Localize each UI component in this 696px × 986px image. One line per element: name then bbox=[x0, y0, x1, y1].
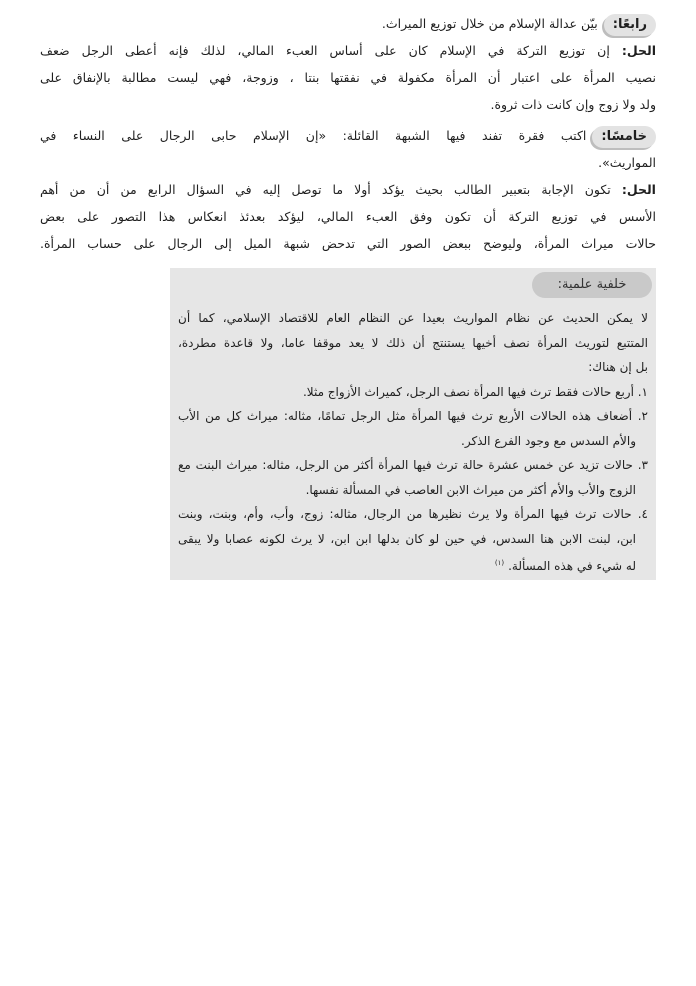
q4-answer-label: الحل: bbox=[621, 43, 656, 58]
q5-question-1: اكتب فقرة تفند فيها الشبهة القائلة: «إن الإسلام حابى الرجال على النساء في bbox=[40, 128, 587, 143]
box-item-3-line-1: ٣. حالات تزيد عن خمس عشرة حالة ترث فيها المرأة أكثر من الرجل، مثاله: ميراث البنت مع bbox=[178, 458, 648, 472]
q5-answer-line-2: الأسس في توزيع التركة أن تكون وفق العبء المالي، ليؤكد بعدئذ انعكاس هذا التصور على بعض bbox=[40, 209, 656, 224]
q4-question: بيّن عدالة الإسلام من خلال توزيع الميراث. bbox=[381, 16, 598, 31]
q5-question-line-1 bbox=[40, 122, 656, 149]
scientific-background-box bbox=[170, 268, 656, 580]
q4-answer-line-1: الحل: إن توزيع التركة في الإسلام كان على أساس العبء المالي، لذلك فإنه أعطى الرجل ضعف bbox=[40, 43, 656, 58]
box-intro-line-3: بل إن هناك: bbox=[588, 360, 648, 374]
box-title: خلفية علمية: bbox=[532, 272, 652, 298]
box-body bbox=[178, 306, 648, 579]
footnote-marker: (١) bbox=[494, 559, 505, 567]
q4-answer-line-2: نصيب المرأة على اعتبار أن المرأة مكفولة في نفقتها بنتا ، وزوجة، فهي ليست مطالبة بالإنفاق على bbox=[40, 70, 656, 85]
box-item-2-line-1: ٢. أضعاف هذه الحالات الأربع ترث فيها المرأة مثل الرجل تمامًا، مثاله: ميراث كل من الأب bbox=[178, 409, 648, 423]
box-item-2-line-2: والأم السدس مع وجود الفرع الذكر. bbox=[461, 433, 636, 448]
q4-answer-line-3: ولد ولا زوج وإن كانت ذات ثروة. bbox=[490, 97, 656, 112]
box-item-4-line-1: ٤. حالات ترث فيها المرأة ولا يرث نظيرها من الرجال، مثاله: زوج، وأب، وأم، وبنت، وبنت bbox=[178, 507, 648, 521]
box-item-4-line-2: ابن، لبنت الابن هنا السدس، في حين لو كان بدلها ابن ابن، لا يرث لكونه عصابا ولا يبقى bbox=[178, 531, 636, 546]
q5-answer-line-1: الحل: تكون الإجابة بتعبير الطالب بحيث يؤكد أولا ما توصل إليه في السؤال الرابع من أن من أهم bbox=[40, 182, 656, 197]
box-intro-line-2: المتتبع لتوريث المرأة نصف أخيها يستنتج أن ذلك لا يعد موقفا عاما، ولا قاعدة مطردة، bbox=[178, 335, 648, 350]
box-intro-line-1: لا يمكن الحديث عن نظام المواريث بعيدا عن النظام العام للاقتصاد الإسلامي، كما أن bbox=[178, 311, 648, 325]
box-item-4-line-3: له شيء في هذه المسألة.$^{(١)}$ bbox=[494, 559, 636, 573]
main-text bbox=[40, 10, 656, 257]
q5-answer-label: الحل: bbox=[621, 182, 656, 197]
box-item-3-line-2: الزوج والأب والأم أكثر من ميراث الابن العاصب في المسألة نفسها. bbox=[305, 482, 636, 497]
q5-question-line-2: المواريث». bbox=[598, 155, 656, 170]
box-item-1: ١. أربع حالات فقط ترث فيها المرأة نصف الرجل، كميراث الأزواج مثلا. bbox=[302, 384, 648, 399]
q5-label-badge: خامسًا: bbox=[592, 126, 656, 148]
q4-label-badge: رابعًا: bbox=[604, 14, 656, 36]
q5-answer-line-3: حالات ميراث المرأة، وليوضح ببعض الصور التي تدحض شبهة الميل إلى الرجال على حساب المرأة. bbox=[40, 236, 656, 251]
q4-question-line bbox=[40, 10, 656, 37]
